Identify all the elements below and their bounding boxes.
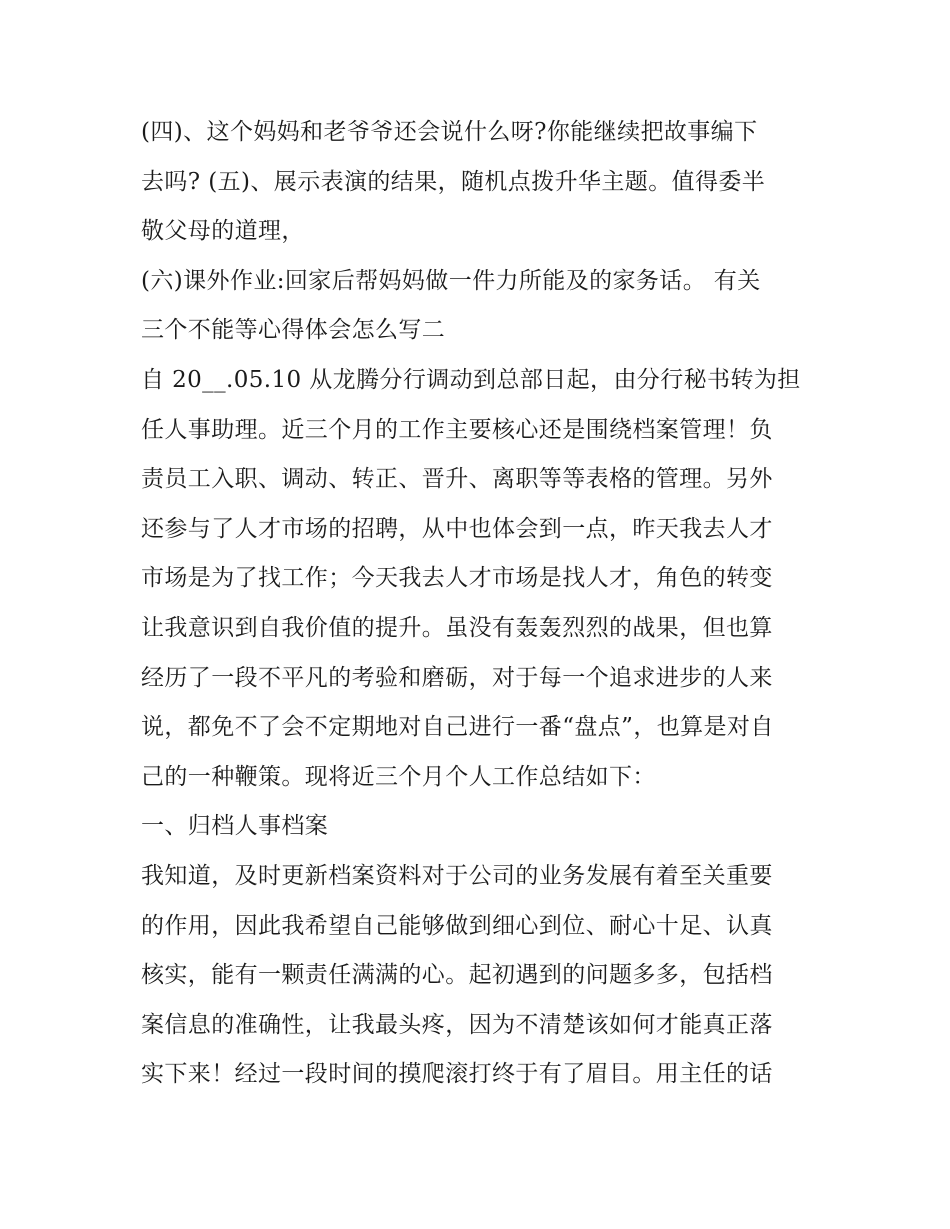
- text-line: (六)课外作业:回家后帮妈妈做一件力所能及的家务话。 有关: [141, 267, 761, 294]
- text-line: 去吗? (五)、展示表演的结果，随机点拨升华主题。值得委半: [141, 168, 766, 195]
- text-line: 敬父母的道理，: [141, 218, 305, 245]
- text-line: 市场是为了找工作；今天我去人才市场是找人才，角色的转变: [141, 565, 773, 592]
- text-line: 自 20__.05.10 从龙腾分行调动到总部日起，由分行秘书转为担: [141, 366, 801, 393]
- text-line: 实下来！经过一段时间的摸爬滚打终于有了眉目。用主任的话: [141, 1061, 773, 1088]
- section-heading: 一、归档人事档案: [141, 813, 329, 840]
- text-line: 我知道，及时更新档案资料对于公司的业务发展有着至关重要: [141, 862, 773, 889]
- text-line: 责员工入职、调动、转正、晋升、离职等等表格的管理。另外: [141, 466, 773, 493]
- text-line: 让我意识到自我价值的提升。虽没有轰轰烈烈的战果，但也算: [141, 614, 773, 641]
- section-title: 三个不能等心得体会怎么写二: [141, 317, 446, 344]
- text-line: 己的一种鞭策。现将近三个月个人工作总结如下：: [141, 763, 656, 790]
- text-line: 核实，能有一颗责任满满的心。起初遇到的问题多多，包括档: [141, 962, 773, 989]
- text-line: 任人事助理。近三个月的工作主要核心还是围绕档案管理！负: [141, 416, 773, 443]
- document-body: [141, 108, 821, 1100]
- text-line: 说，都免不了会不定期地对自己进行一番“盘点”，也算是对自: [141, 714, 774, 741]
- text-line: 经历了一段不平凡的考验和磨砺，对于每一个追求进步的人来: [141, 664, 773, 691]
- text-line: 的作用，因此我希望自己能够做到细心到位、耐心十足、认真: [141, 912, 773, 939]
- text-line: 还参与了人才市场的招聘，从中也体会到一点，昨天我去人才: [141, 515, 773, 542]
- text-line: 案信息的准确性，让我最头疼，因为不清楚该如何才能真正落: [141, 1011, 773, 1038]
- text-line: (四)、这个妈妈和老爷爷还会说什么呀?你能继续把故事编下: [141, 119, 758, 145]
